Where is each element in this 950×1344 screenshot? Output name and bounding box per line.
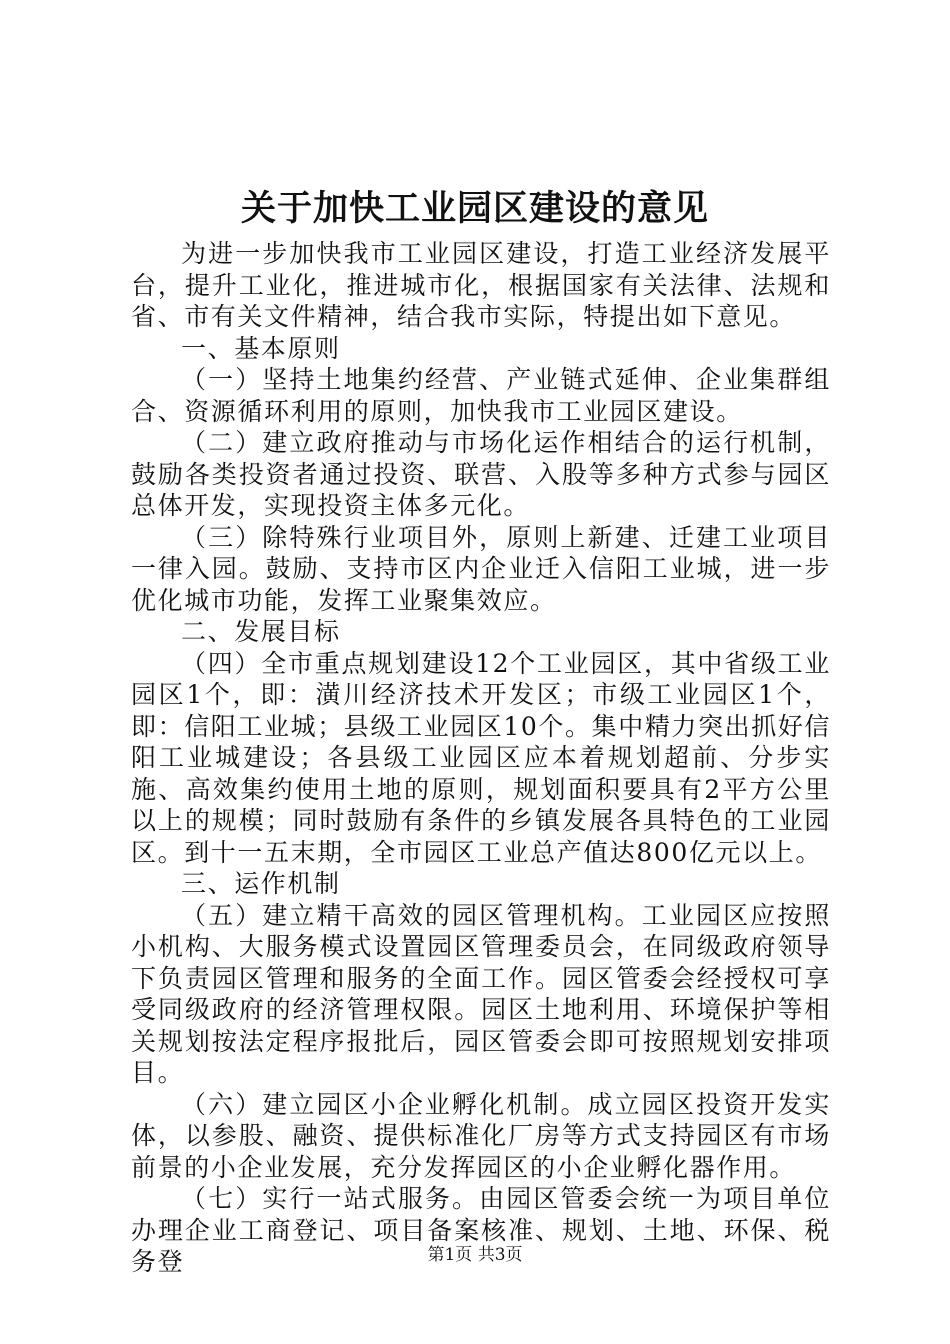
paragraph-item-3: （三）除特殊行业项目外，原则上新建、迁建工业项目一律入园。鼓励、支持市区内企业迁入信阳工业城，进一步优化城市功能，发挥工业聚集效应。 (131, 522, 831, 615)
intro-paragraph: 为进一步加快我市工业园区建设，打造工业经济发展平台，提升工业化，推进城市化，根据国家有关法律、法规和省、市有关文件精神，结合我市实际，特提出如下意见。 (131, 239, 831, 331)
document-title: 关于加快工业园区建设的意见 (240, 188, 709, 229)
paragraph-item-4: （四）全市重点规划建设12个工业园区，其中省级工业园区1个，即：潢川经济技术开发区；市级工业园区1个，即：信阳工业城；县级工业园区10个。集中精力突出抓好信阳工业城建设；各县级工业园区应本着规划超前、分步实施、高效集约使用土地的原则，规划面积要具有2平方公里以上的规模；同时鼓励有条件的乡镇发展各具特色的工业园区。到十一五末期，全市园区工业总产值达800亿元以上。 (131, 648, 832, 867)
paragraph-item-5: （五）建立精干高效的园区管理机构。工业园区应按照小机构、大服务模式设置园区管理委员会，在同级政府领导下负责园区管理和服务的全面工作。园区管委会经授权可享受同级政府的经济管理权限。园区土地利用、环境保护等相关规划按法定程序报批后，园区管委会即可按照规划安排项目。 (131, 900, 831, 1087)
page-number-footer: 第1页 共3页 (427, 1245, 523, 1265)
paragraph-item-2: （二）建立政府推动与市场化运作相结合的运行机制，鼓励各类投资者通过投资、联营、入股等多种方式参与园区总体开发，实现投资主体多元化。 (131, 428, 831, 520)
section-heading-principles: 一、基本原则 (181, 333, 341, 363)
document-body (131, 238, 831, 1278)
section-heading-goals: 二、发展目标 (181, 617, 341, 646)
paragraph-item-7: （七）实行一站式服务。由园区管委会统一为项目单位办理企业工商登记、项目备案核准、规划、土地、环保、税务登 (131, 1184, 831, 1276)
paragraph-item-1: （一）坚持土地集约经营、产业链式延伸、企业集群组合、资源循环利用的原则，加快我市工业园区建设。 (131, 365, 831, 426)
section-heading-mechanism: 三、运作机制 (181, 869, 341, 898)
paragraph-item-6: （六）建立园区小企业孵化机制。成立园区投资开发实体，以参股、融资、提供标准化厂房等方式支持园区有市场前景的小企业发展，充分发挥园区的小企业孵化器作用。 (131, 1089, 831, 1182)
